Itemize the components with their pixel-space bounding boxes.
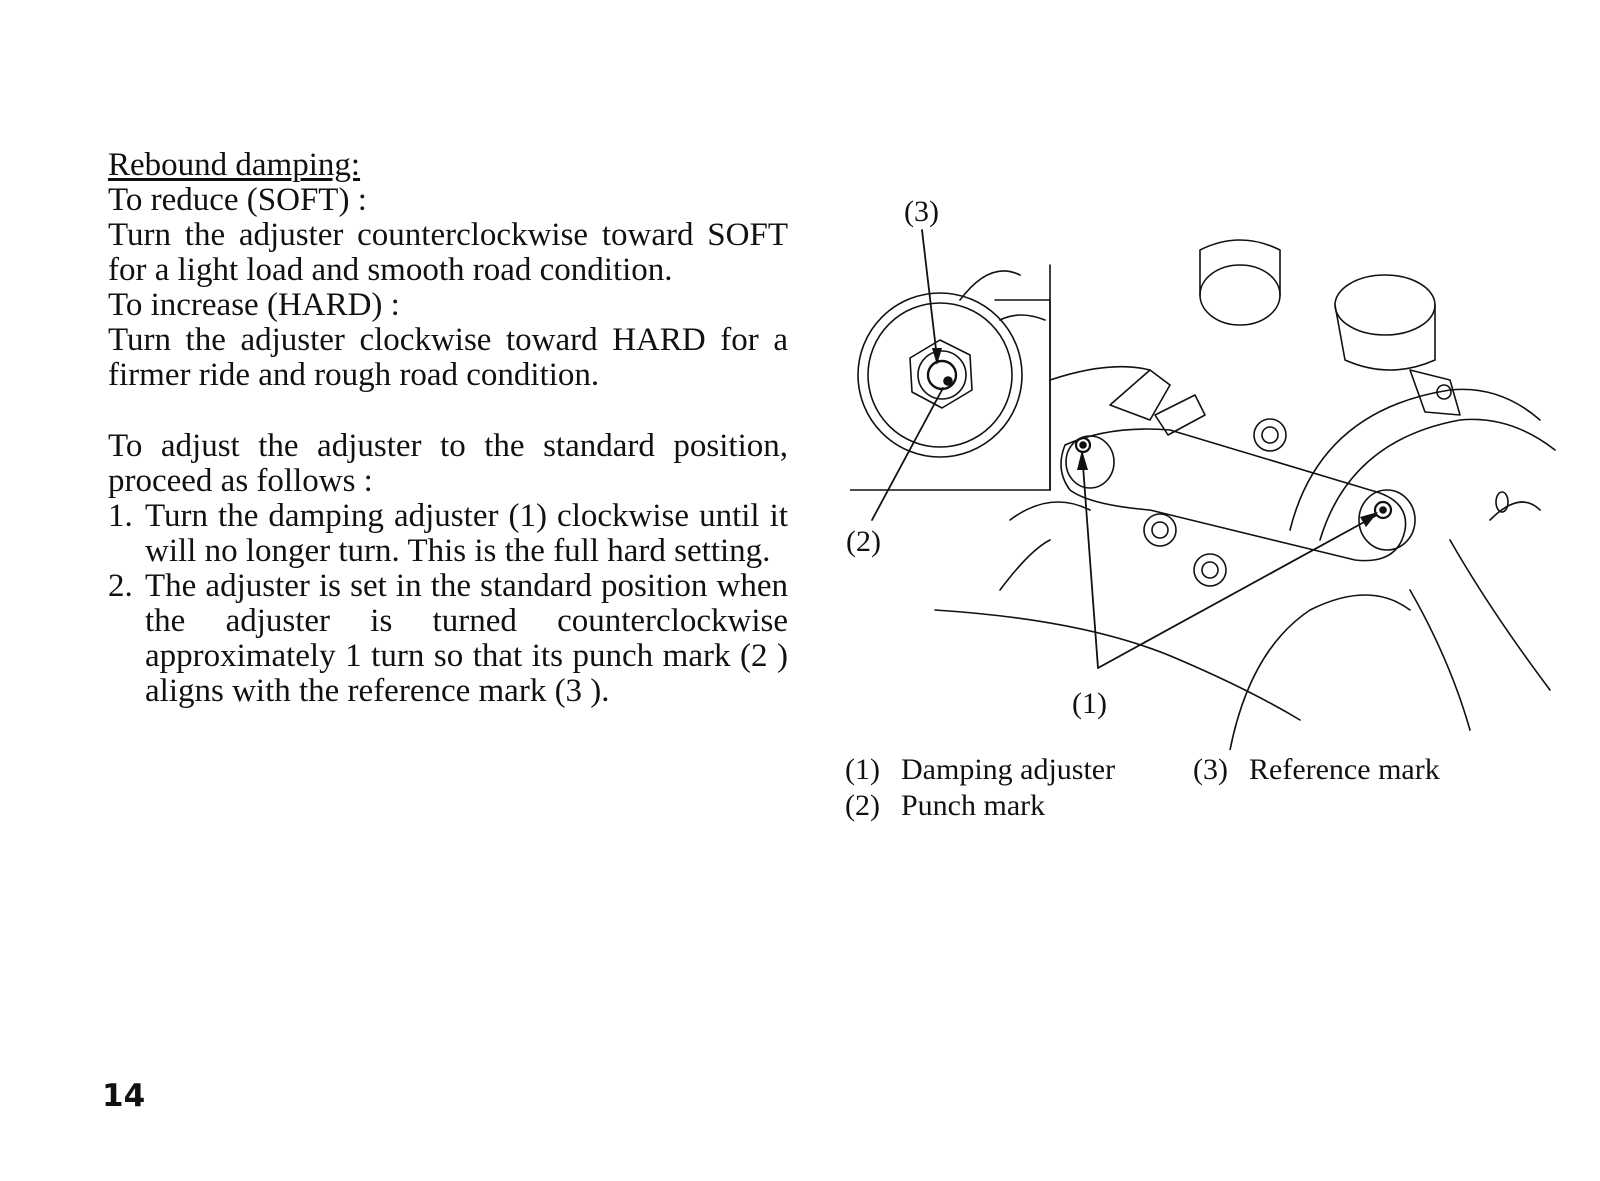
- suspension-figure: [846, 190, 1570, 750]
- caption-number: (1): [845, 753, 880, 786]
- caption-number: (2): [845, 789, 880, 822]
- procedure-steps: [108, 499, 788, 709]
- inset-detail: [850, 271, 1050, 490]
- callout-three: (3): [904, 195, 939, 228]
- figure-caption-3: [1193, 752, 1440, 788]
- reduce-instruction: Turn the adjuster counterclockwise toward SOFT for a light load and smooth road condition.: [108, 217, 788, 288]
- increase-label: To increase (HARD) :: [108, 287, 400, 323]
- increase-instruction: Turn the adjuster clockwise toward HARD for a firmer ride and rough road condition.: [108, 322, 788, 393]
- callout-one: (1): [1072, 687, 1107, 720]
- callout-two: (2): [846, 525, 881, 558]
- paragraph-gap: [108, 393, 788, 429]
- caption-label: Damping adjuster: [901, 753, 1116, 786]
- procedure-step: [108, 499, 788, 569]
- standard-intro: To adjust the adjuster to the standard position, proceed as follows :: [108, 428, 788, 499]
- step-number: 2.: [108, 568, 133, 604]
- step-text: The adjuster is set in the standard position when the adjuster is turned counterclockwise approximately 1 turn so that its punch mark (2 ) aligns with the reference mark (3 ).: [145, 568, 788, 709]
- instructions-column: [108, 148, 788, 709]
- figure-caption-1: [845, 752, 1115, 788]
- page-number: 14: [102, 1078, 146, 1114]
- leader-lines: [872, 230, 1378, 668]
- procedure-step: [108, 569, 788, 709]
- step-number: 1.: [108, 498, 133, 534]
- section-heading: Rebound damping:: [108, 147, 361, 183]
- figure-caption-2: [845, 788, 1045, 824]
- caption-label: Punch mark: [901, 789, 1046, 822]
- caption-number: (3): [1193, 753, 1228, 786]
- reduce-label: To reduce (SOFT) :: [108, 182, 367, 218]
- main-drawing: [935, 240, 1555, 750]
- caption-label: Reference mark: [1249, 753, 1440, 786]
- step-text: Turn the damping adjuster (1) clockwise until it will no longer turn. This is the full hard setting.: [145, 498, 788, 569]
- suspension-line-drawing: [850, 190, 1570, 750]
